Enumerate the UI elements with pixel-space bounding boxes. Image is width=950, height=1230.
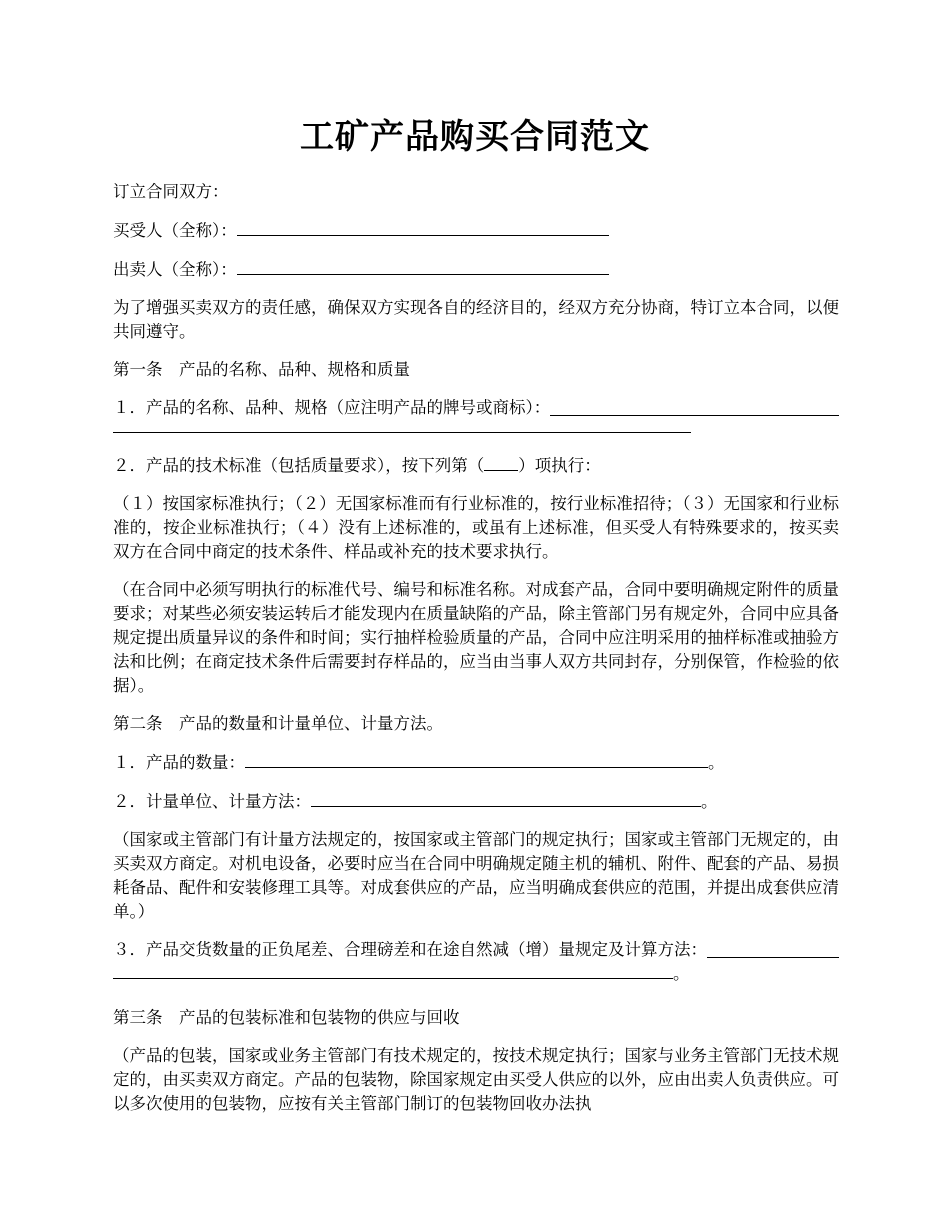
standard-options-paragraph: （１）按国家标准执行；（２）无国家标准而有行业标准的，按行业标准招待；（３）无国家和行业标准的，按企业标准执行；（４）没有上述标准的，或虽有上述标准，但买受人有特殊要求的，按买卖双方在合同中商定的技术条件、样品或补充的技术要求执行。 xyxy=(113,494,839,561)
seller-label: 出卖人（全称）： xyxy=(113,260,237,279)
product-spec-blank[interactable] xyxy=(550,398,839,416)
article2-item3-line xyxy=(113,938,839,962)
standard-option-blank[interactable] xyxy=(484,453,518,471)
article1-heading: 第一条 产品的名称、品种、规格和质量 xyxy=(113,360,410,379)
document-title: 工矿产品购买合同范文 xyxy=(300,117,650,157)
tolerance-blank-continued-line xyxy=(113,962,839,986)
seller-name-blank[interactable] xyxy=(237,257,609,275)
article1-note: （在合同中必须写明执行的标准代号、编号和标准名称。对成套产品，合同中要明确规定附件的质量要求；对某些必须安装运转后才能发现内在质量缺陷的产品，除主管部门另有规定外，合同中应具备规定提出质量异议的条件和时间；实行抽样检验质量的产品，合同中应注明采用的抽样标准或抽验方法和比例；在商定技术条件后需要封存样品的，应当由当事人双方共同封存，分别保管，作检验的依据）。 xyxy=(113,580,839,695)
measurement-blank[interactable] xyxy=(311,789,701,807)
end-mark: 。 xyxy=(673,964,690,983)
end-mark: 。 xyxy=(708,753,725,772)
end-mark: 。 xyxy=(701,792,718,811)
article1-item1-line xyxy=(113,396,839,420)
tolerance-blank[interactable] xyxy=(707,940,839,958)
article2-item2 xyxy=(113,789,839,814)
article2-item3-label: ３．产品交货数量的正负尾差、合理磅差和在途自然减（增）量规定及计算方法： xyxy=(113,940,707,959)
preamble-paragraph: 为了增强买卖双方的责任感，确保双方实现各自的经济目的，经双方充分协商，特订立本合同，以便共同遵守。 xyxy=(113,298,839,341)
article3-note: （产品的包装，国家或业务主管部门有技术规定的，按技术规定执行；国家与业务主管部门无技术规定的，由买卖双方商定。产品的包装物，除国家规定由买受人供应的以外，应由出卖人负责供应。可以多次使用的包装物，应按有关主管部门制订的包装物回收办法执 xyxy=(113,1046,839,1113)
quantity-label: １．产品的数量： xyxy=(113,753,245,772)
seller-line xyxy=(113,257,839,282)
buyer-name-blank[interactable] xyxy=(237,218,609,236)
buyer-line xyxy=(113,218,839,243)
tolerance-blank-continued[interactable] xyxy=(113,966,673,979)
parties-intro: 订立合同双方： xyxy=(113,182,229,201)
article1-item2-prefix: ２．产品的技术标准（包括质量要求），按下列第（ xyxy=(113,456,485,475)
measurement-label: ２．计量单位、计量方法： xyxy=(113,792,311,811)
article2-item1 xyxy=(113,750,839,775)
article2-note: （国家或主管部门有计量方法规定的，按国家或主管部门的规定执行；国家或主管部门无规定的，由买卖双方商定。对机电设备，必要时应当在合同中明确规定随主机的辅机、附件、配套的产品、易损耗备品、配件和安装修理工具等。对成套供应的产品，应当明确成套供应的范围，并提出成套供应清单。） xyxy=(113,830,839,921)
article1-item2 xyxy=(113,453,839,478)
article1-item2-suffix: ）项执行： xyxy=(518,456,601,475)
product-spec-blank-continued[interactable] xyxy=(113,420,691,433)
article1-item1-label: １．产品的名称、品种、规格（应注明产品的牌号或商标）： xyxy=(113,398,551,417)
document-body xyxy=(113,180,839,1130)
quantity-blank[interactable] xyxy=(245,750,708,768)
article2-heading: 第二条 产品的数量和计量单位、计量方法。 xyxy=(113,714,443,733)
article3-heading: 第三条 产品的包装标准和包装物的供应与回收 xyxy=(113,1008,460,1027)
buyer-label: 买受人（全称）： xyxy=(113,221,237,240)
